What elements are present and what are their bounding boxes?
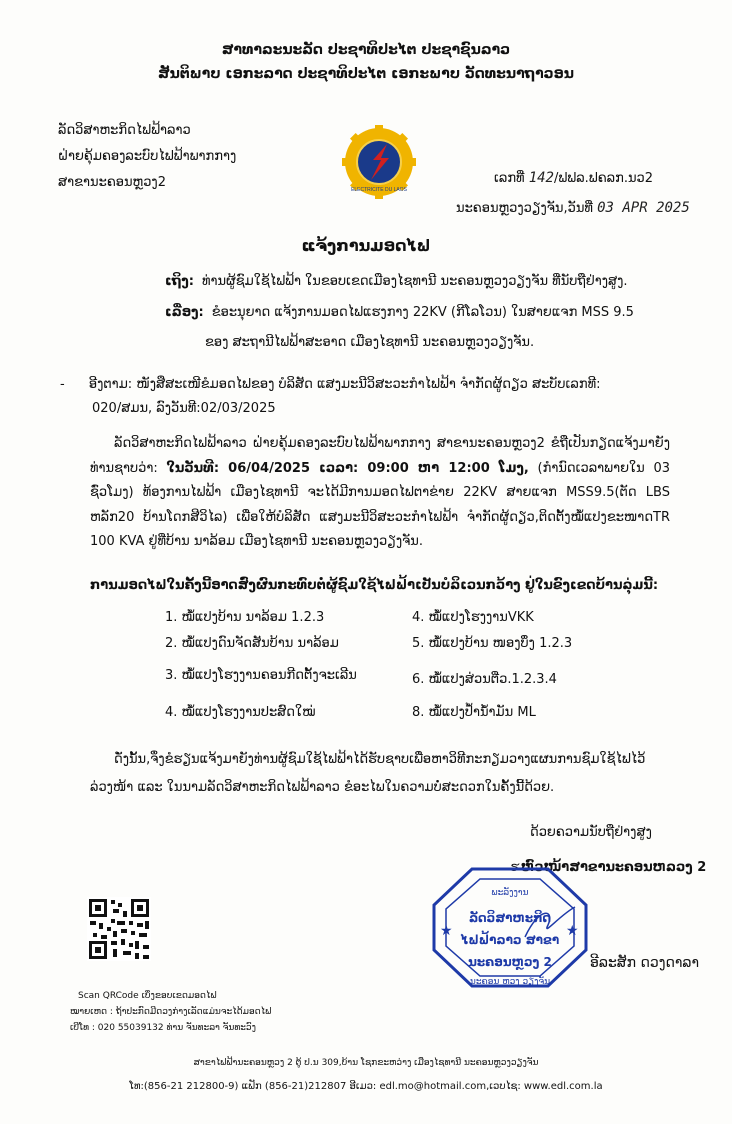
- stamp-line-3: ນະຄອນຫຼວງ 2: [468, 955, 552, 969]
- to-label: ເຖິງ:: [165, 274, 195, 289]
- footer-contact: ໂທ:(856-21 212800-9) ແຟັກ (856-21)212807 ອີເມວ: edl.mo@hotmail.com,ເວບໄຊ: www.edl.com.la: [129, 1081, 603, 1092]
- motto-header: ສັນຕິພາບ ເອກະລາດ ປະຊາທິປະໄຕ ເອກະພາບ ວັດທະນາຖາວອນ: [158, 66, 574, 82]
- official-stamp: [430, 865, 590, 990]
- ref-no-value: 142: [528, 170, 554, 186]
- body-details: (ກໍານົດເວລາພາຍໃນ 03 ຊົ່ວໂມງ) ທ້ອງການໄຟຟ້າ ເມືອງໄຊທານີ ຈະໄດ້ມີການມອດໄຟຕາຂ່າຍ 22KV ສາຍແຈກ MSS9.5(ຕັດ LBS ຫລັກ20 ບ້ານໂດກສີວິໄລ) ເພື່ອໃຫ້ບໍລິສັດ ແສງມະນີວິສະວະກໍາໄຟຟ້າ ຈໍາກັດຜູ້ດຽວ,ຕິດຕັ້ງໝໍ້ແປງຂະໜາດTR 100 KVA ຢູ່ທີ່ບ້ານ ນາລ້ອມ ເມືອງໄຊທານີ ນະຄອນຫຼວງວຽງຈັນ.: [90, 460, 670, 549]
- qr-caption-2: ໝາຍເຫດ : ຖ້າປະກົດມີດວງກ່າງເລັດແມ່ນຈະໄດ້ມອດໄຟ: [70, 1007, 272, 1017]
- stamp-star-icon: ★: [440, 923, 453, 939]
- stamp-bottom: ນະຄອນ ຫຼວງ ວຽງຈັນ: [469, 977, 551, 987]
- reference-line-2: 020/ສມນ, ລົງວັນທີ:02/03/2025: [92, 401, 276, 416]
- country-header: ສາທາລະນະລັດ ປະຊາທິປະໄຕ ປະຊາຊົນລາວ: [221, 42, 511, 58]
- stamp-line-1: ລັດວິສາຫະກິດ: [468, 911, 552, 925]
- ref-date-prefix: ນະຄອນຫຼວງວຽງຈັນ,ວັນທີ່: [456, 201, 593, 216]
- body-when: ໃນວັນທີ: 06/04/2025 ເວລາ: 09:00 ຫາ 12:00 ໂມງ,: [166, 460, 529, 476]
- stamp-line-2: ໄຟຟ້າລາວ ສາຂາ: [460, 933, 560, 947]
- respect-line: ດ້ວຍຄວາມນັບຖືຢ່າງສູງ: [530, 825, 652, 840]
- stamp-star-icon: ★: [566, 923, 579, 939]
- ref-date-value: 03 APR 2025: [597, 200, 690, 216]
- areas-intro: ການມອດໄຟໃນຄັ້ງນີ້ອາດສົ່ງຜົນກະທົບຕໍ່ຜູ້ຊົມໃຊ້ໄຟຟ້າເປັນບໍລິເວນກວ້າງ ຢູ່ໃນຂົງເຂດບ້ານລຸ່ມນີ້:: [90, 578, 659, 593]
- signer-title-text: ຫົວໜ້າສາຂານະຄອນຫລວງ 2: [520, 860, 707, 875]
- area-item: 4. ໝໍ້ແປງໂຮງງານVKK: [412, 610, 534, 625]
- ref-no-suffix: /ຟຟລ.ຟຄລກ.ນວ2: [554, 171, 654, 186]
- area-item: 8. ໝໍ້ແປງປໍ້ານໍ້າມັນ ML: [412, 705, 536, 720]
- footer-address: ສາຂາໄຟຟ້ານະຄອນຫຼວງ 2 ຕູ້ ປ.ນ 309,ບ້ານ ໂຊກຂະຫວ່າງ ເມືອງໄຊທານີ ນະຄອນຫຼວງວຽງຈັນ: [193, 1058, 539, 1068]
- area-item: 4. ໝໍ້ແປງໂຮງງານປະສົດໃໝ່: [165, 705, 316, 720]
- logo-text: ELECTRICITE DU LAOS: [351, 187, 407, 193]
- subject-line-1: [165, 305, 634, 320]
- qr-caption-3: ເບີໂທ : 020 55039132 ທ່ານ ຈັນທະລາ ຈັນທະວົງ: [70, 1023, 256, 1033]
- to-text: ທ່ານຜູ້ຊົມໃຊ້ໄຟຟ້າ ໃນຂອບເຂດເມືອງໄຊທານີ ນະຄອນຫຼວງວຽງຈັນ ທີ່ນັບຖືຢ່າງສູງ.: [202, 274, 628, 289]
- reference-text-1: ອີງຕາມ: ໜັງສືສະເໜີຂໍມອດໄຟຂອງ ບໍລິສັດ ແສງມະນີວິສະວະກໍາໄຟຟ້າ ຈໍາກັດຜູ້ດຽວ ສະບັບເລກທີ:: [88, 377, 601, 392]
- qr-caption-1: Scan QRCode ເບິ່ງຂອບເຂດມອດໄຟ: [78, 991, 217, 1001]
- body-paragraph: [90, 432, 670, 555]
- closing-paragraph: [90, 746, 670, 802]
- reference-line-1: [60, 377, 601, 392]
- stamp-top: ພະລັງງານ: [491, 888, 529, 898]
- area-item: 5. ໝໍ້ແປງບ້ານ ໜອງບຶ່ງ 1.2.3: [412, 636, 573, 651]
- area-item: 1. ໝໍ້ແປງບ້ານ ນາລ້ອມ 1.2.3: [165, 610, 325, 625]
- reference-dash: -: [60, 377, 65, 392]
- sender-line-2: ຝ່າຍຄຸ້ມຄອງລະບົບໄຟຟ້າພາກກາງ: [58, 149, 237, 164]
- ref-no-prefix: ເລກທີ່: [494, 171, 525, 186]
- area-item: 3. ໝໍ້ແປງໂຮງງານຄອນກີດຕັ້ງຈະເລີນ: [165, 668, 357, 683]
- areas-list: [0, 610, 732, 720]
- subject-label: ເລື່ອງ:: [165, 305, 204, 320]
- edl-logo: [342, 125, 416, 199]
- area-item: 6. ໝໍ້ແປງສ່ວນຕີ່ວ.1.2.3.4: [412, 672, 557, 687]
- subject-line-2: ຂອງ ສະຖານີໄຟຟ້າສະອາດ ເມືອງໄຊທານີ ນະຄອນຫຼວງວຽງຈັນ.: [205, 335, 535, 350]
- reference-date: [456, 200, 690, 216]
- qr-code[interactable]: [87, 897, 151, 961]
- sender-line-1: ລັດວິສາຫະກິດໄຟຟ້າລາວ: [58, 123, 191, 138]
- body-intro: ລັດວິສາຫະກິດໄຟຟ້າລາວ ຝ່າຍຄຸ້ມຄອງລະບົບໄຟຟ້າພາກກາງ ສາຂານະຄອນຫຼວງ2 ຂໍຖືເປັນກຽດແຈ້ງມາຍັງທ່ານຊາບວ່າ:: [90, 436, 670, 476]
- page-title: ແຈ້ງການມອດໄຟ: [301, 236, 431, 255]
- sender-block: [58, 118, 236, 196]
- sender-line-3: ສາຂານະຄອນຫຼວງ2: [58, 175, 166, 190]
- qr-caption: [70, 988, 271, 1036]
- closing-text: ດັ່ງນັ້ນ,ຈຶ່ງຂໍຮຽນແຈ້ງມາຍັງທ່ານຜູ້ຊົມໃຊ້ໄຟຟ້າໄດ້ຮັບຊາບເພື່ອຫາວິທີກະກຽມວາງແຜນການຊົມໃຊ້ໄຟໄວ້ລ່ວງໜ້າ ແລະ ໃນນາມລັດວິສາຫະກິດໄຟຟ້າລາວ ຂໍອະໄພໃນຄວາມບໍ່ສະດວກໃນຄັ້ງນີ້ດ້ວຍ.: [90, 752, 646, 795]
- subject-text-1: ຂໍອະນຸຍາດ ແຈ້ງການມອດໄຟແຮງກາງ 22KV (ກີໂລໂວນ) ໃນສາຍແຈກ MSS 9.5: [211, 305, 634, 320]
- signer-mark: ຮ: [510, 860, 519, 875]
- signer-name: ອີລະສັກ ດວງດາລາ: [590, 955, 700, 971]
- area-item: 2. ໝໍ້ແປງດົນຈັດສັນບ້ານ ນາລ້ອມ: [165, 636, 339, 651]
- reference-number: [494, 170, 653, 186]
- to-line: [165, 274, 628, 289]
